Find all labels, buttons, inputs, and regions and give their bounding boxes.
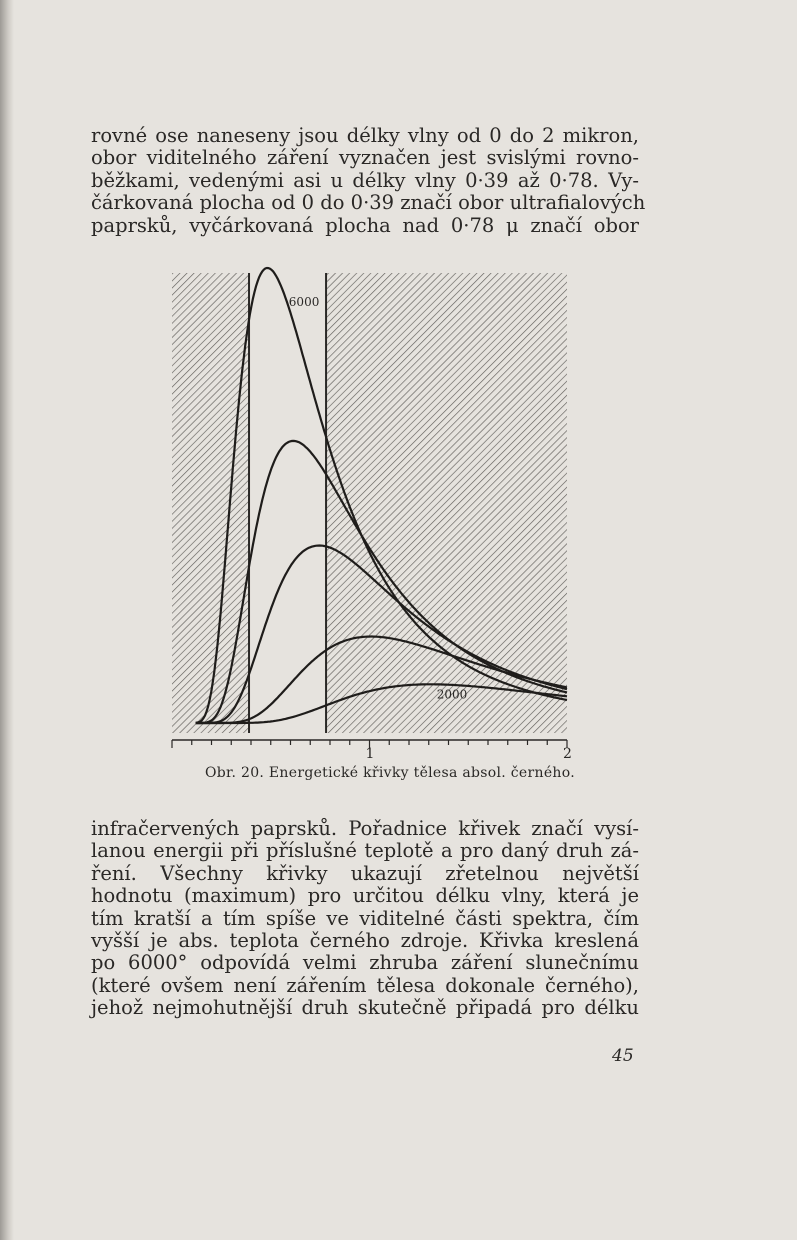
infrared-hatched-region	[326, 273, 567, 733]
text-line: vyšší je abs. teplota černého zdroje. Křivka kreslená	[91, 929, 639, 953]
x-tick-label-2: 2	[563, 746, 572, 762]
text-line: po 6000° odpovídá velmi zhruba záření slunečnímu	[91, 951, 639, 975]
text-line: obor viditelného záření vyznačen jest svislými rovno-	[91, 146, 639, 170]
paragraph-bottom	[91, 818, 639, 1020]
text-line: běžkami, vedenými asi u délky vlny 0·39 až 0·78. Vy-	[91, 168, 639, 192]
text-line: hodnotu (maximum) pro určitou délku vlny, která je	[91, 884, 639, 908]
figure-caption: Obr. 20. Energetické křivky tělesa absol. černého.	[205, 765, 575, 781]
text-line: (které ovšem není zářením tělesa dokonale černého),	[91, 973, 639, 997]
curve-label-6000: 6000	[288, 295, 320, 309]
ultraviolet-hatched-region	[172, 273, 249, 733]
text-line: rovné ose naneseny jsou délky vlny od 0 do 2 mikron,	[91, 124, 639, 147]
text-line: lanou energii při příslušné teplotě a pro daný druh zá-	[91, 839, 639, 863]
text-line: paprsků, vyčárkovaná plocha nad 0·78 μ značí obor	[91, 213, 639, 237]
text-line: tím kratší a tím spíše ve viditelné části spektra, čím	[91, 906, 639, 930]
page-number: 45	[612, 1046, 634, 1066]
text-line: infračervených paprsků. Pořadnice křivek značí vysí-	[91, 817, 639, 840]
text-line: ření. Všechny křivky ukazují zřetelnou největší	[91, 861, 639, 885]
curve-label-2000: 2000	[436, 687, 468, 702]
x-tick-label-1: 1	[365, 746, 375, 762]
text-line: jehož nejmohutnější druh skutečně připadá pro délku	[91, 996, 639, 1020]
text-line: čárkovaná plocha od 0 do 0·39 značí obor ultrafialových	[91, 191, 646, 215]
